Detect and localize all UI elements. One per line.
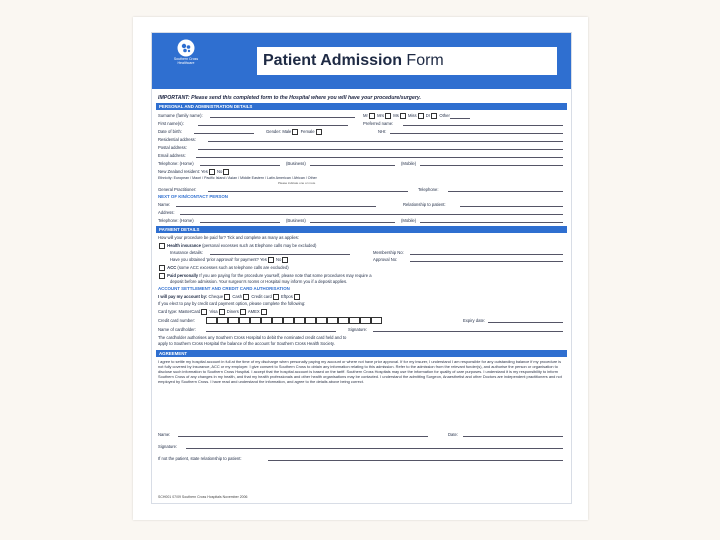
row-card-type: [158, 308, 565, 315]
label-eftpos: Eftpos: [280, 294, 293, 299]
card-digit-box[interactable]: [239, 317, 250, 324]
field-membership[interactable]: [410, 249, 563, 255]
field-tel-mobile[interactable]: [420, 160, 563, 166]
title-other: Other: [439, 113, 450, 118]
label-ethnicity[interactable]: Ethnicity: European / Maori / Pacific Island / Asian / Middle Eastern / Latin American / African / Other: [158, 176, 317, 180]
label-visa: Visa: [209, 309, 218, 314]
form-footer: SCH001 07/09 Southern Cross Hospitals November 2006: [158, 495, 248, 499]
label-cash: Cash: [232, 294, 243, 299]
row-agree-name: [158, 431, 565, 438]
row-kin-telephone: [158, 217, 565, 224]
field-residential[interactable]: [208, 136, 563, 142]
label-cheque: Cheque: [208, 294, 224, 299]
card-digit-box[interactable]: [294, 317, 305, 324]
checkbox-cash[interactable]: [243, 294, 249, 300]
label-paid-personally: Paid personally: [167, 273, 199, 278]
label-nz-resident: New Zealand resident: Yes: [158, 169, 208, 174]
row-residential: [158, 136, 565, 143]
card-digit-box[interactable]: [261, 317, 272, 324]
row-first-names: [158, 120, 565, 127]
title-dr: Dr: [425, 113, 431, 118]
label-health-insurance: Health insurance: [167, 243, 201, 248]
checkbox-visa[interactable]: [219, 309, 225, 315]
label-diners: Diners: [226, 309, 239, 314]
title-options: [363, 112, 470, 119]
field-gp-tel[interactable]: [448, 186, 563, 192]
checkbox-eftpos[interactable]: [294, 294, 300, 300]
field-agree-signature[interactable]: [186, 443, 563, 449]
label-postal: Postal address:: [158, 145, 187, 150]
label-email: Email address:: [158, 153, 186, 158]
label-kin-tel-home: Telephone: (Home): [158, 218, 194, 223]
row-cardholder: [158, 326, 565, 333]
field-first-names[interactable]: [198, 120, 348, 126]
patient-admission-form: [151, 32, 572, 504]
nz-resident-group: [158, 168, 230, 175]
label-agree-name: Name:: [158, 432, 171, 437]
field-kin-name[interactable]: [176, 201, 376, 207]
label-tel-home: Telephone: (Home): [158, 161, 194, 166]
row-if-credit: [158, 300, 565, 307]
label-first-names: First name(s):: [158, 121, 184, 126]
label-card-type: Card type: MasterCard: [158, 309, 201, 314]
label-if-credit: If you elect to pay by credit card payment option, please complete the following:: [158, 301, 306, 306]
row-postal: [158, 144, 565, 151]
checkbox-cheque[interactable]: [224, 294, 230, 300]
pay-by-group: [158, 293, 301, 300]
label-payment-question: How will your procedure be paid for? Tick and complete as many as applies:: [158, 235, 300, 240]
checkbox-miss[interactable]: [418, 113, 424, 119]
label-gp: General Practitioner:: [158, 187, 197, 192]
card-digit-box[interactable]: [349, 317, 360, 324]
label-agree-signature: Signature:: [158, 444, 178, 449]
label-tel-business: (Business): [286, 161, 306, 166]
checkbox-nz-yes[interactable]: [209, 169, 215, 175]
checkbox-diners[interactable]: [240, 309, 246, 315]
label-gp-tel: Telephone:: [418, 187, 439, 192]
card-digit-box[interactable]: [272, 317, 283, 324]
label-pp-note: If you are paying for the procedure yourself, please note that some procedures may require a: [199, 273, 372, 278]
row-surname: [158, 112, 565, 119]
checkbox-male[interactable]: [292, 129, 298, 135]
checkbox-amex[interactable]: [261, 309, 267, 315]
card-digit-box[interactable]: [250, 317, 261, 324]
row-pay-by: [158, 293, 565, 300]
checkbox-mr[interactable]: [369, 113, 375, 119]
card-digit-box[interactable]: [327, 317, 338, 324]
acc-group: [158, 264, 289, 271]
card-number-boxes[interactable]: [206, 317, 382, 324]
field-kin-tel-home[interactable]: [200, 217, 280, 223]
label-gender: Gender:: [266, 129, 282, 134]
label-pp-note2: deposit before admission. Your surgeon's rooms or Hospital may inform you if a deposit applies.: [170, 279, 348, 284]
label-kin-tel-mobile: (Mobile): [401, 218, 417, 223]
label-pay-by: I will pay my account by:: [158, 294, 208, 299]
label-preferred: Preferred name:: [363, 121, 394, 126]
gender-group: [266, 128, 323, 135]
checkbox-acc[interactable]: [159, 265, 165, 271]
checkbox-female[interactable]: [316, 129, 322, 135]
row-agree-relationship: [158, 455, 565, 462]
row-kin-address: [158, 209, 565, 216]
row-gp: [158, 186, 565, 193]
field-tel-home[interactable]: [200, 160, 280, 166]
field-card-signature[interactable]: [373, 326, 563, 332]
section-settlement: ACCOUNT SETTLEMENT AND CREDIT CARD AUTHORISATION: [158, 286, 290, 291]
label-cardholder: Name of cardholder:: [158, 327, 196, 332]
southern-cross-logo: [166, 39, 206, 83]
label-kin-name: Name:: [158, 202, 171, 207]
row-acc: [158, 264, 565, 271]
label-kin-relationship: Relationship to patient:: [403, 202, 446, 207]
row-insurance-details: [158, 249, 565, 256]
label-tel-mobile: (Mobile): [401, 161, 417, 166]
card-digit-box[interactable]: [338, 317, 349, 324]
row-kin-name: [158, 201, 565, 208]
checkbox-nz-no[interactable]: [223, 169, 229, 175]
document-page: [133, 17, 588, 520]
row-authorise2: [158, 340, 565, 347]
title-mrs: Mrs: [377, 113, 385, 118]
checkbox-ms[interactable]: [400, 113, 406, 119]
card-digit-box[interactable]: [316, 317, 327, 324]
label-nhi: NHI:: [378, 129, 387, 134]
row-dob: [158, 128, 565, 135]
field-gp[interactable]: [208, 186, 408, 192]
label-residential: Residential address:: [158, 137, 196, 142]
title-ms: Ms: [393, 113, 399, 118]
agreement-text: I agree to settle my hospital account in full at the time of my discharge when personally paying my account or where not have prior approval. If for my insurer, I understand I am responsible for any outstanding balance if my procedure is not fully covered by insurance, ACC or my employer. I give consent to Southern Cross to obtain any information relating to this admission. Refer to the admission from the relevant funder(s), and authorise the person or organisation to disclose such information to Southern Cross Hospital. I accept that the hospital account is based on the tariff. Southern Cross Hospitals may use the information for quality of care purposes. I understand it is my responsibility to inform Southern Cross of any changes in my health, and that my health professionals and other health organisations may be contacted. I understand the admitting Surgeon, Anaesthetist and other Doctors are independent practitioners and not employed by Southern Cross. I have read and understand the information, and agree to the details above being correct.: [158, 359, 562, 384]
section-agreement: AGREEMENT: [156, 350, 567, 357]
field-agree-date[interactable]: [463, 431, 563, 437]
checkbox-mrs[interactable]: [385, 113, 391, 119]
label-nz-no: No: [217, 169, 223, 174]
field-agree-relationship[interactable]: [268, 455, 563, 461]
row-payment-question: [158, 234, 565, 241]
label-hi-note: (personal excesses such as Elephone calls may be excluded): [202, 243, 317, 248]
title-rest: Form: [401, 52, 444, 69]
checkbox-dr[interactable]: [431, 113, 437, 119]
row-nz-resident: [158, 168, 565, 175]
card-digit-box[interactable]: [206, 317, 217, 324]
field-expiry[interactable]: [488, 317, 563, 323]
checkbox-health-insurance[interactable]: [159, 243, 165, 249]
label-agree-relationship: If not the patient, state relationship to patient:: [158, 456, 242, 461]
card-digit-box[interactable]: [371, 317, 382, 324]
field-dob[interactable]: [194, 128, 254, 134]
card-digit-box[interactable]: [305, 317, 316, 324]
title-miss: Miss: [407, 113, 417, 118]
form-header: [152, 33, 571, 89]
field-title-other[interactable]: [450, 113, 470, 119]
field-approval-number[interactable]: [410, 256, 563, 262]
card-type-group: [158, 308, 268, 315]
label-ethnicity-note: Please indicate one or more: [278, 181, 316, 185]
important-note: IMPORTANT: Please send this completed form to the Hospital where you will have your procedure/surgery.: [158, 95, 421, 101]
label-card-number: Credit card number:: [158, 318, 196, 323]
section-next-of-kin: NEXT OF KIN/CONTACT PERSON: [158, 194, 228, 199]
field-kin-address[interactable]: [180, 209, 563, 215]
field-tel-business[interactable]: [310, 160, 395, 166]
row-paid-personally-note2: [158, 278, 565, 285]
field-insurance-details[interactable]: [210, 249, 350, 255]
label-approval-no-option: No: [275, 257, 282, 262]
card-digit-box[interactable]: [360, 317, 371, 324]
label-acc: ACC: [167, 265, 177, 270]
label-kin-tel-business: (Business): [286, 218, 306, 223]
row-card-number: [158, 317, 565, 324]
checkbox-approval-yes[interactable]: [268, 257, 274, 263]
checkbox-credit-card[interactable]: [273, 294, 279, 300]
title-bold: Patient Admission: [263, 52, 402, 69]
section-personal: PERSONAL AND ADMINISTRATION DETAILS: [156, 103, 567, 110]
prior-approval-group: [170, 256, 289, 263]
field-kin-relationship[interactable]: [460, 201, 563, 207]
field-agree-name[interactable]: [178, 431, 428, 437]
field-nhi[interactable]: [390, 128, 563, 134]
label-male: Male: [282, 129, 292, 134]
section-payment: PAYMENT DETAILS: [156, 226, 567, 233]
health-insurance-group: [158, 242, 316, 249]
field-kin-tel-business[interactable]: [310, 217, 395, 223]
row-prior-approval: [158, 256, 565, 263]
row-telephone: [158, 160, 565, 167]
label-agree-date: Date:: [448, 432, 459, 437]
field-email[interactable]: [196, 152, 563, 158]
label-card-signature: Signature:: [348, 327, 368, 332]
label-amex: AMEX: [247, 309, 260, 314]
field-surname[interactable]: [210, 112, 355, 118]
row-health-insurance: [158, 242, 565, 249]
logo-emblem-icon: [177, 39, 195, 57]
field-cardholder[interactable]: [206, 326, 336, 332]
field-kin-tel-mobile[interactable]: [420, 217, 563, 223]
label-dob: Date of birth:: [158, 129, 182, 134]
label-surname: Surname (family name):: [158, 113, 203, 118]
card-digit-box[interactable]: [228, 317, 239, 324]
label-authorise: The cardholder authorises any Southern Cross Hospital to debit the nominated credit card held and to: [158, 335, 347, 340]
label-approval-number: Approval No:: [373, 257, 398, 262]
label-credit-card: Credit card: [251, 294, 272, 299]
title-mr: Mr: [363, 113, 368, 118]
row-agree-signature: [158, 443, 565, 450]
label-kin-address: Address:: [158, 210, 175, 215]
label-insurance-details: Insurance details:: [170, 250, 203, 255]
label-female: Female: [300, 129, 315, 134]
row-email: [158, 152, 565, 159]
logo-text: Southern Cross Healthcare: [173, 57, 199, 65]
checkbox-mastercard[interactable]: [201, 309, 207, 315]
form-title: [257, 47, 557, 75]
card-digit-box[interactable]: [217, 317, 228, 324]
card-digit-box[interactable]: [283, 317, 294, 324]
label-membership: Membership No:: [373, 250, 404, 255]
field-postal[interactable]: [198, 144, 563, 150]
checkbox-approval-no[interactable]: [282, 257, 288, 263]
label-expiry: Expiry date:: [463, 318, 486, 323]
label-prior-approval: Have you obtained 'prior approval' for payment? Yes: [170, 257, 267, 262]
field-preferred[interactable]: [403, 120, 563, 126]
label-acc-note: (some ACC excesses such as telephone calls are excluded): [177, 265, 289, 270]
label-authorise2: apply to Southern Cross Hospital the balance of the account for Southern Cross Health Society.: [158, 341, 335, 346]
